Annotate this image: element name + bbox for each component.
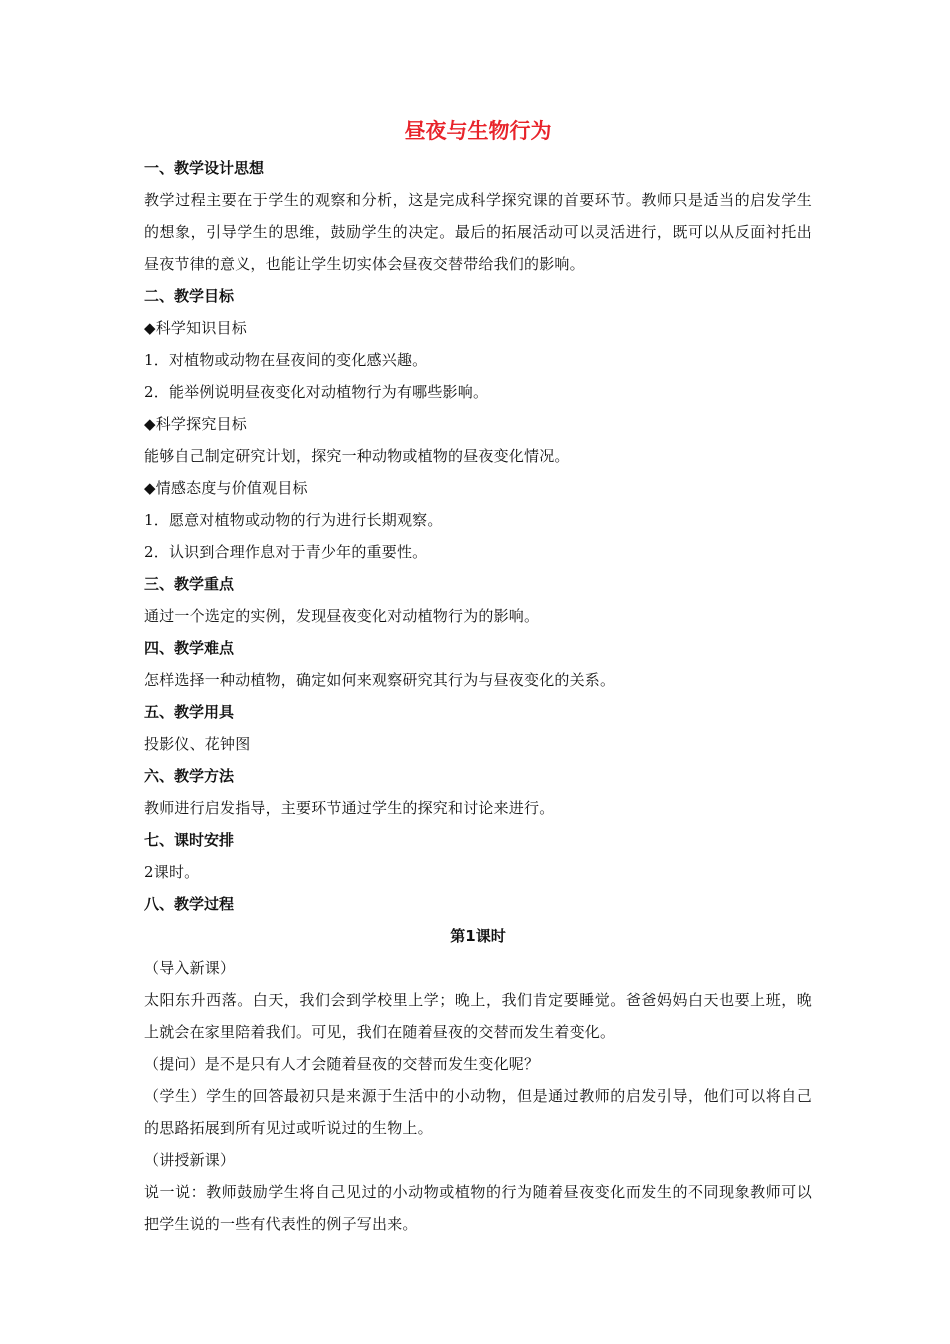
section-heading: 七、课时安排 xyxy=(144,831,235,849)
paragraph: （提问）是不是只有人才会随着昼夜的交替而发生变化呢？ xyxy=(144,1055,540,1073)
paragraph: 1．对植物或动物在昼夜间的变化感兴趣。 xyxy=(144,351,428,369)
paragraph: （讲授新课） xyxy=(144,1151,236,1169)
paragraph: 能够自己制定研究计划，探究一种动物或植物的昼夜变化情况。 xyxy=(144,447,570,465)
section-heading: 八、教学过程 xyxy=(144,895,235,913)
section-heading: 一、教学设计思想 xyxy=(144,159,265,177)
lesson-subheading: 第1课时 xyxy=(450,927,506,945)
paragraph: 通过一个选定的实例，发现昼夜变化对动植物行为的影响。 xyxy=(144,607,540,625)
section-heading: 三、教学重点 xyxy=(144,575,235,593)
paragraph: 2．认识到合理作息对于青少年的重要性。 xyxy=(144,543,428,561)
document-body xyxy=(144,114,812,1240)
section-heading: 二、教学目标 xyxy=(144,287,235,305)
paragraph: 投影仪、花钟图 xyxy=(144,735,251,753)
section-heading: 五、教学用具 xyxy=(144,703,235,721)
paragraph: （导入新课） xyxy=(144,959,236,977)
section-heading: 六、教学方法 xyxy=(144,767,235,785)
paragraph: （学生）学生的回答最初只是来源于生活中的小动物，但是通过教师的启发引导，他们可以将自己的思路拓展到所有见过或听说过的生物上。 xyxy=(144,1087,812,1137)
paragraph: ◆情感态度与价值观目标 xyxy=(144,479,308,497)
paragraph: 1．愿意对植物或动物的行为进行长期观察。 xyxy=(144,511,443,529)
page-title: 昼夜与生物行为 xyxy=(404,119,552,143)
paragraph: ◆科学知识目标 xyxy=(144,319,247,337)
document-sections xyxy=(144,152,812,1240)
paragraph: 教师进行启发指导，主要环节通过学生的探究和讨论来进行。 xyxy=(144,799,555,817)
paragraph: 怎样选择一种动植物，确定如何来观察研究其行为与昼夜变化的关系。 xyxy=(144,671,616,689)
paragraph: 2课时。 xyxy=(144,863,200,881)
section-heading: 四、教学难点 xyxy=(144,639,235,657)
paragraph: 说一说：教师鼓励学生将自己见过的小动物或植物的行为随着昼夜变化而发生的不同现象教师可以把学生说的一些有代表性的例子写出来。 xyxy=(144,1183,812,1233)
paragraph: 教学过程主要在于学生的观察和分析，这是完成科学探究课的首要环节。教师只是适当的启发学生的想象，引导学生的思维，鼓励学生的决定。最后的拓展活动可以灵活进行，既可以从反面衬托出昼夜节律的意义，也能让学生切实体会昼夜交替带给我们的影响。 xyxy=(144,191,812,273)
paragraph: 2．能举例说明昼夜变化对动植物行为有哪些影响。 xyxy=(144,383,489,401)
paragraph: 太阳东升西落。白天，我们会到学校里上学；晚上，我们肯定要睡觉。爸爸妈妈白天也要上班，晚上就会在家里陪着我们。可见，我们在随着昼夜的交替而发生着变化。 xyxy=(144,991,812,1041)
paragraph: ◆科学探究目标 xyxy=(144,415,247,433)
